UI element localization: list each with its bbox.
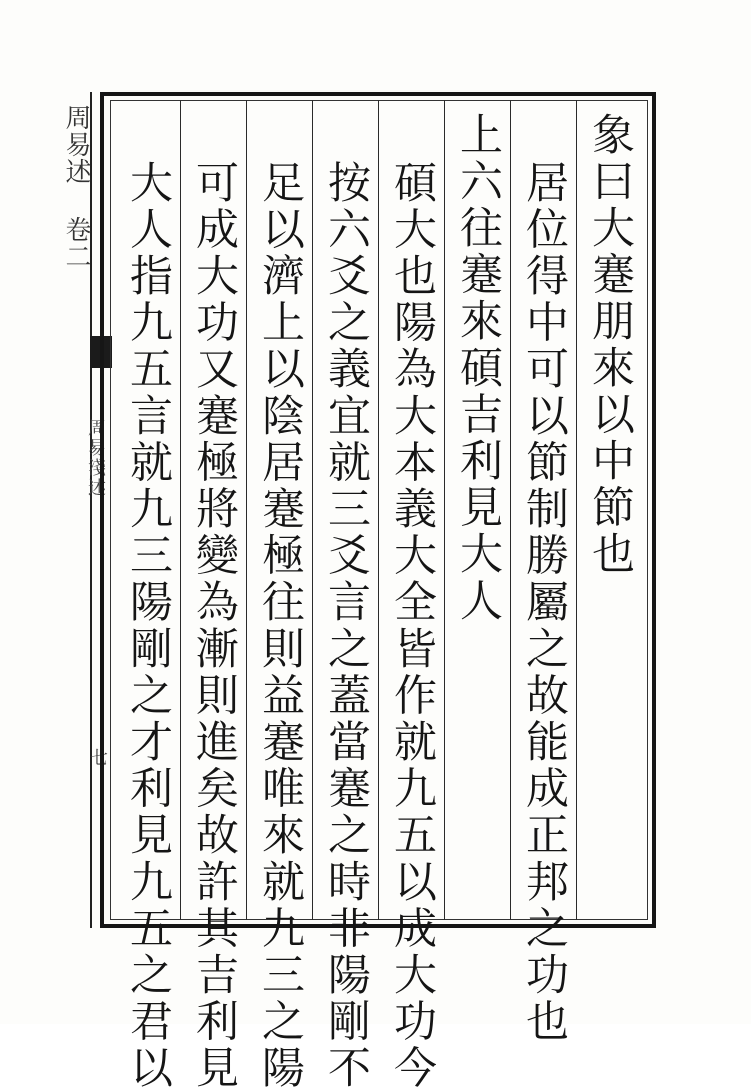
margin-book-title: 周易淺述 — [85, 418, 106, 498]
text-column-1: 象曰大蹇朋來以中節也 — [585, 112, 635, 578]
text-column-7: 可成大功又蹇極將變為漸則進矣故許其吉利見 — [189, 160, 239, 1092]
text-column-3: 上六往蹇來碩吉利見大人 — [453, 112, 503, 625]
column-rule — [180, 100, 181, 920]
text-column-5: 按六爻之義宜就三爻言之蓋當蹇之時非陽剛不 — [321, 160, 371, 1092]
column-rule — [510, 100, 511, 920]
text-column-6: 足以濟上以陰居蹇極往則益蹇唯來就九三之陽 — [255, 160, 305, 1092]
text-column-8: 大人指九五言就九三陽剛之才利見九五之君以 — [123, 160, 173, 1092]
column-rule — [312, 100, 313, 920]
margin-running-head: 周易述 卷二 — [61, 104, 91, 270]
column-rule — [246, 100, 247, 920]
margin-folio-number: 七 — [87, 748, 108, 766]
text-column-4: 碩大也陽為大本義大全皆作就九五以成大功今 — [387, 160, 437, 1092]
text-column-2: 居位得中可以節制勝屬之故能成正邦之功也 — [519, 160, 569, 1046]
column-rule — [378, 100, 379, 920]
column-rule — [444, 100, 445, 920]
column-rule — [576, 100, 577, 920]
